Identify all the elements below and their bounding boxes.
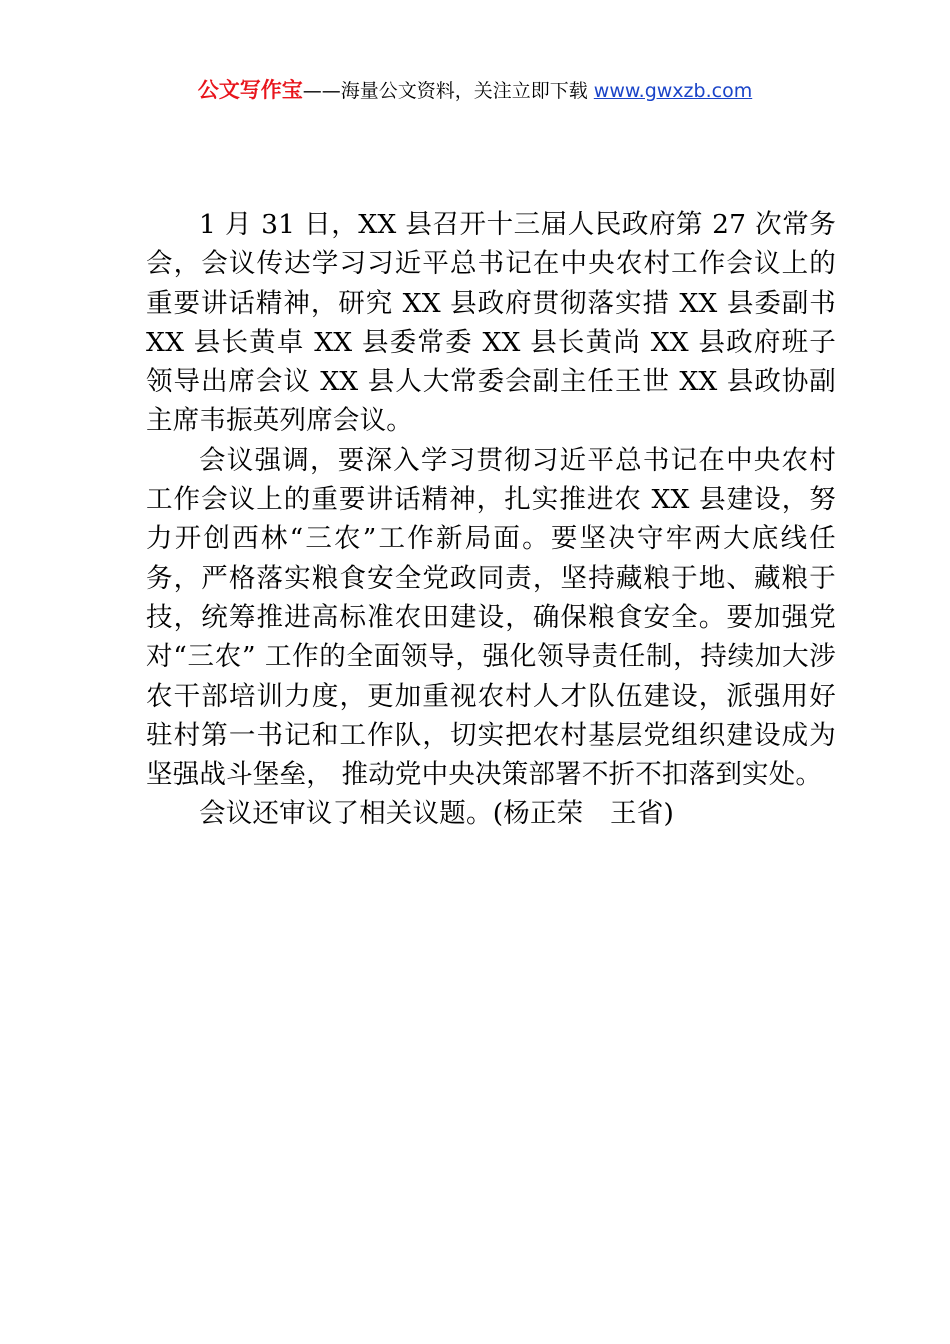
header-slogan: ——海量公文资料，关注立即下载 xyxy=(302,80,588,102)
paragraph-meeting-emphasis: 会议强调，要深入学习贯彻习近平总书记在中央农村工作会议上的重要讲话精神，扎实推进农 XX 县建设，努力开创西林“三农”工作新局面。要坚决守牢两大底线任务，严格落实粮食安全党政同责，坚持藏粮于地、藏粮于技，统筹推进高标准农田建设，确保粮食安全。要加强党对“三农” 工作的全面领导，强化领导责任制，持续加大涉农干部培训力度，更加重视农村人才队伍建设，派强用好驻村第一书记和工作队，切实把农村基层党组织建设成为坚强战斗堡垒， 推动党中央决策部署不折不扣落到实处。 xyxy=(146,444,836,791)
paragraph-closing: 会议还审议了相关议题。(杨正荣 王省) xyxy=(199,798,674,830)
brand-name: 公文写作宝 xyxy=(197,78,303,102)
document-body xyxy=(146,205,836,834)
page-header xyxy=(0,76,950,105)
paragraph-meeting-summary: 1 月 31 日，XX 县召开十三届人民政府第 27 次常务会，会议传达学习习近平总书记在中央农村工作会议上的重要讲话精神，研究 XX 县政府贯彻落实措 XX 县委副书 XX 县长黄卓 XX 县委常委 XX 县长黄尚 XX 县政府班子领导出席会议 XX 县人大常委会副主任王世 XX 县政协副主席韦振英列席会议。 xyxy=(146,209,836,437)
website-link[interactable]: www.gwxzb.com xyxy=(593,80,753,102)
